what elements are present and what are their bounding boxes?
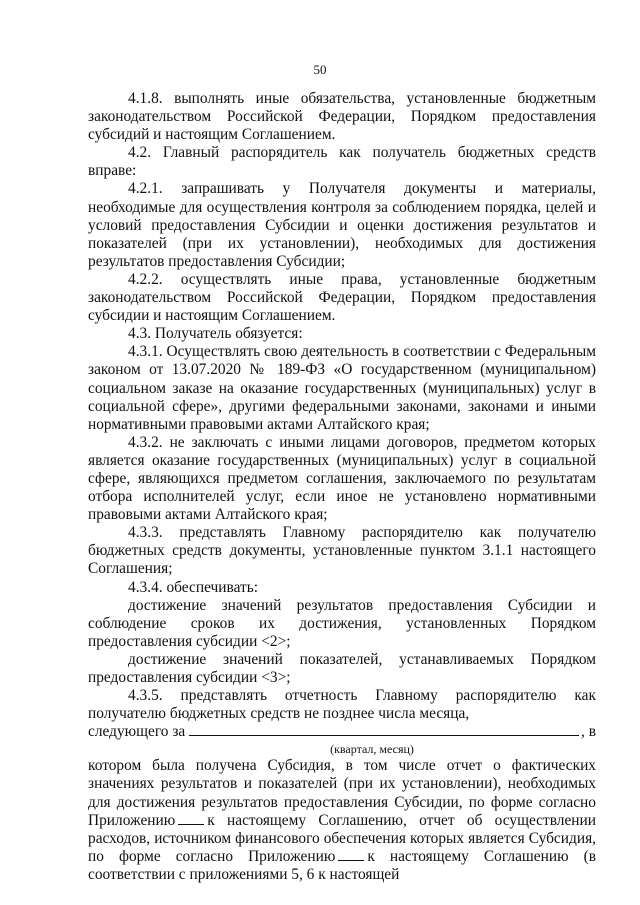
report-details-part3: к настоящему Соглашению (в соответствии с приложениями 5, 6 к настоящей <box>88 847 596 883</box>
paragraph-4-3-4: 4.3.4. обеспечивать: <box>128 578 259 596</box>
paragraph-4-3-5: 4.3.5. представлять отчетность Главному распорядителю как получателю бюджетных средств не позднее числа месяца, <box>88 687 596 723</box>
reporting-period-caption: (квартал, месяц) <box>330 742 414 757</box>
report-details-part2: к настоящему Соглашению, отчет об осуществлении расходов, источником финансового обеспечения которых является Субсидия, по форме согласно Приложению <box>88 811 596 865</box>
paragraph-4-2: 4.2. Главный распорядитель как получатель бюджетных средств вправе: <box>88 144 596 180</box>
appendix-number-blank-1 <box>178 824 204 825</box>
document-body <box>88 90 596 884</box>
appendix-number-blank-2 <box>338 860 364 861</box>
paragraph-4-2-2: 4.2.2. осуществлять иные права, установленные бюджетным законодательством Российской Федерации, Порядком предоставления субсидии и настоящим Соглашением. <box>88 270 596 325</box>
paragraph-4-3: 4.3. Получатель обязуется: <box>128 325 303 343</box>
paragraph-indicators-achievement: достижение значений показателей, устанавливаемых Порядком предоставления субсидии <3>; <box>88 650 596 686</box>
paragraph-4-2-1: 4.2.1. запрашивать у Получателя документы и материалы, необходимые для осуществления контроля за соблюдением порядка, целей и условий предоставления Субсидии и оценки достижения результатов и показателей (при их установлении), необходимых для достижения результатов предоставления Субсидии; <box>88 180 596 270</box>
fill-line-prefix: следующего за <box>88 723 186 741</box>
paragraph-report-details <box>88 757 596 884</box>
paragraph-results-achievement: достижение значений результатов предоставления Субсидии и соблюдение сроков их достижения, установленных Порядком предоставления субсидии <2>; <box>88 596 596 650</box>
page-number: 50 <box>313 62 327 77</box>
reporting-period-blank <box>189 734 579 736</box>
paragraph-4-3-3: 4.3.3. представлять Главному распорядителю как получателю бюджетных средств документы, установленные пунктом 3.1.1 настоящего Соглашения; <box>88 524 596 578</box>
paragraph-4-3-2: 4.3.2. не заключать с иными лицами договоров, предметом которых является оказание государственных (муниципальных) услуг в социальной сфере, являющихся предметом соглашения, заключаемого по результатам отбора исполнителей услуг, если иное не установлено нормативными правовыми актами Алтайского края; <box>88 433 596 524</box>
report-details-part1: котором была получена Субсидия, в том числе отчет о фактических значениях результатов и показателей (при их установлении), необходимых для достижения результатов предоставления Субсидии, по форме согласно Приложению <box>88 757 596 829</box>
reporting-period-line <box>88 723 596 741</box>
paragraph-4-3-1: 4.3.1. Осуществлять свою деятельность в соответствии с Федеральным законом от 13.07.2020 № 189-ФЗ «О государственном (муниципальном) социальном заказе на оказание государственных (муниципальных) услуг в социальной сфере», другими федеральными законами, законами и иными нормативными правовыми актами Алтайского края; <box>88 343 596 433</box>
paragraph-4-1-8: 4.1.8. выполнять иные обязательства, установленные бюджетным законодательством Российской Федерации, Порядком предоставления субсидий и настоящим Соглашением. <box>88 90 596 144</box>
fill-line-suffix: , в <box>581 723 596 741</box>
